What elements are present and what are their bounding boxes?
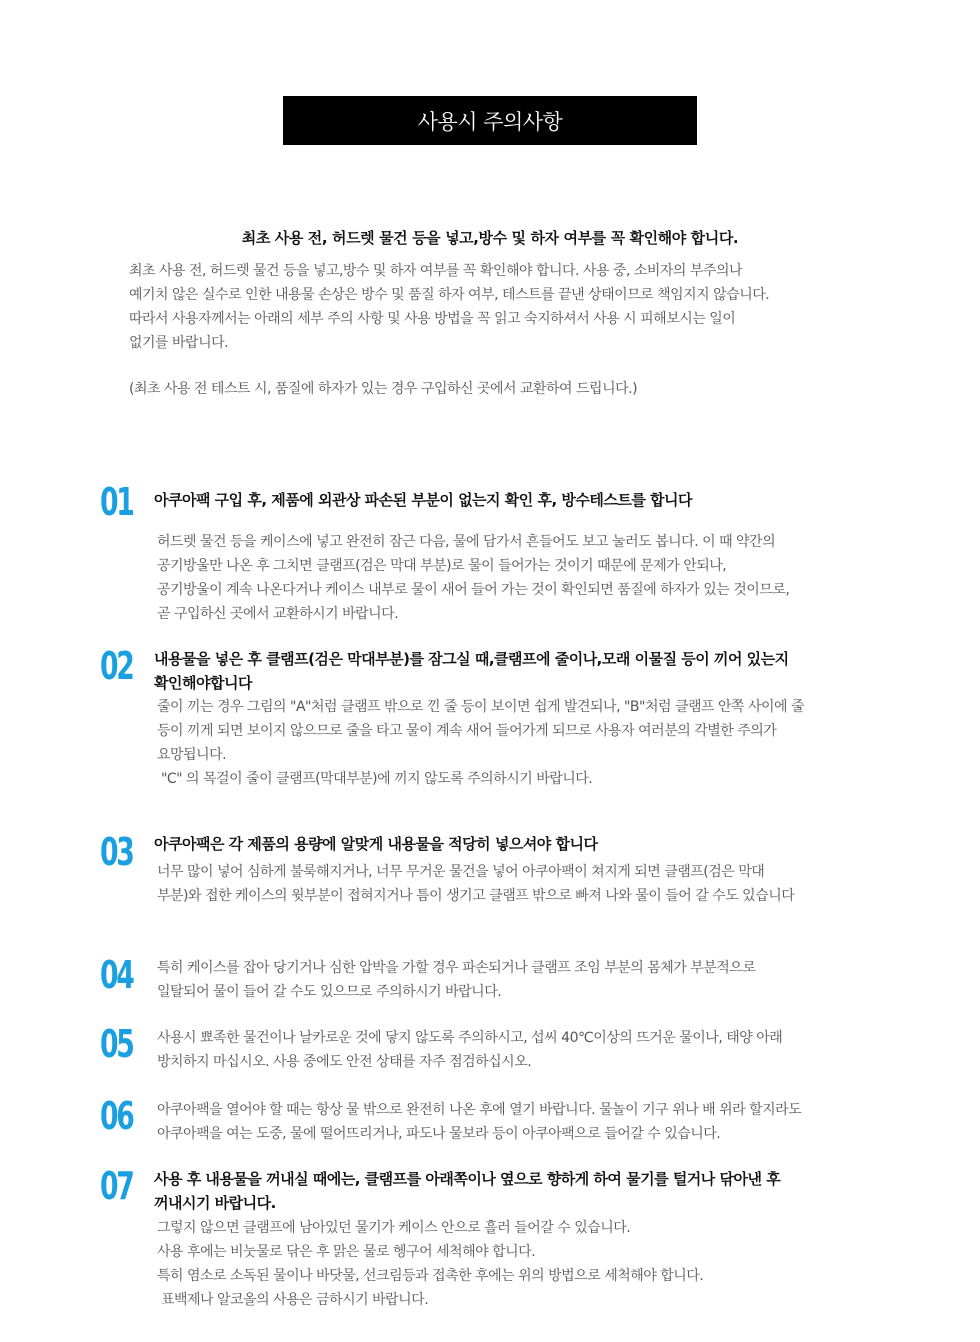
page-title: 사용시 주의사항 [283, 96, 697, 145]
item-line: 곧 구입하신 곳에서 교환하시기 바랍니다. [157, 606, 399, 622]
item-body [157, 1026, 880, 1074]
item-line: 아쿠아팩을 여는 도중, 물에 떨어뜨리거나, 파도나 물보라 등이 아쿠아팩으로 들어갈 수 있습니다. [157, 1126, 721, 1142]
item-line: 방치하지 마십시오. 사용 중에도 안전 상태를 자주 점검하십시오. [157, 1054, 532, 1070]
item-number: 01 [100, 480, 133, 524]
item-line: 공기방울만 나온 후 그치면 클램프(검은 막대 부분)로 물이 들어가는 것이기 때문에 문제가 안되나, [157, 558, 727, 574]
item-title [154, 647, 880, 695]
item-number: 04 [100, 953, 133, 997]
item-line: 너무 많이 넣어 심하게 불룩해지거나, 너무 무거운 물건을 넣어 아쿠아팩이 쳐지게 되면 클램프(검은 막대 [157, 864, 765, 880]
intro-line: 예기치 않은 실수로 인한 내용물 손상은 방수 및 품질 하자 여부, 테스트를 끝낸 상태이므로 책임지지 않습니다. [129, 287, 770, 303]
item-title [154, 1167, 880, 1215]
item-line: 특히 케이스를 잡아 당기거나 심한 압박을 가할 경우 파손되거나 클램프 조임 부분의 몸체가 부분적으로 [157, 960, 756, 976]
item-line: 사용시 뾰족한 물건이나 날카로운 것에 닿지 않도록 주의하시고, 섭씨 40℃이상의 뜨거운 물이나, 태양 아래 [157, 1030, 783, 1046]
item-number: 07 [100, 1164, 133, 1208]
intro-note: (최초 사용 전 테스트 시, 품질에 하자가 있는 경우 구입하신 곳에서 교환하여 드립니다.) [129, 381, 638, 397]
item-title-line: 사용 후 내용물을 꺼내실 때에는, 클램프를 아래쪽이나 옆으로 향하게 하여 물기를 털거나 닦아낸 후 [154, 1170, 781, 1188]
item-body [157, 860, 880, 908]
item-line: 특히 염소로 소독된 물이나 바닷물, 선크림등과 접촉한 후에는 위의 방법으로 세척해야 합니다. [157, 1268, 704, 1284]
item-line: 등이 끼게 되면 보이지 않으므로 줄을 타고 물이 계속 새어 들어가게 되므로 사용자 여러분의 각별한 주의가 [157, 723, 777, 739]
item-title-line: 확인해야합니다 [154, 674, 252, 692]
item-line: 줄이 끼는 경우 그림의 "A"처럼 클램프 밖으로 낀 줄 등이 보이면 쉽게 발견되나, "B"처럼 클램프 안쪽 사이에 줄 [157, 699, 805, 715]
intro-line: 따라서 사용자께서는 아래의 세부 주의 사항 및 사용 방법을 꼭 읽고 숙지하셔서 사용 시 피해보시는 일이 [129, 311, 736, 327]
item-body [157, 695, 880, 791]
item-number: 05 [100, 1022, 133, 1066]
item-line: 아쿠아팩을 열어야 할 때는 항상 물 밖으로 완전히 나온 후에 열기 바랍니다. 물놀이 기구 위나 배 위라 할지라도 [157, 1102, 802, 1118]
item-line: 허드렛 물건 등을 케이스에 넣고 완전히 잠근 다음, 물에 담가서 흔들어도 보고 눌러도 봅니다. 이 때 약간의 [157, 534, 776, 550]
item-line: 사용 후에는 비눗물로 닦은 후 맑은 물로 헹구어 세척해야 합니다. [157, 1244, 536, 1260]
item-line: 일탈되어 물이 들어 갈 수도 있으므로 주의하시기 바랍니다. [157, 984, 502, 1000]
item-title-line: 내용물을 넣은 후 클램프(검은 막대부분)를 잠그실 때,클램프에 줄이나,모래 이물질 등이 끼어 있는지 [154, 650, 789, 668]
intro-line: 없기를 바랍니다. [129, 335, 229, 351]
intro-body [129, 259, 869, 355]
item-line: 표백제나 알코올의 사용은 금하시기 바랍니다. [157, 1292, 429, 1308]
item-title: 아쿠아팩은 각 제품의 용량에 알맞게 내용물을 적당히 넣으셔야 합니다 [154, 835, 598, 853]
item-title-line: 꺼내시기 바랍니다. [154, 1194, 276, 1212]
item-body [157, 956, 880, 1004]
item-title: 아쿠아팩 구입 후, 제품에 외관상 파손된 부분이 없는지 확인 후, 방수테스트를 합니다 [154, 491, 693, 509]
intro-heading: 최초 사용 전, 허드렛 물건 등을 넣고,방수 및 하자 여부를 꼭 확인해야 합니다. [241, 229, 739, 247]
item-number: 06 [100, 1094, 133, 1138]
item-line: 요망됩니다. [157, 747, 227, 763]
item-line: 부분)와 접한 케이스의 윗부분이 접혀지거나 틈이 생기고 클램프 밖으로 빠져 나와 물이 들어 갈 수도 있습니다 [157, 888, 795, 904]
item-body [157, 1098, 880, 1146]
item-body [157, 1216, 880, 1312]
item-line: "C" 의 목걸이 줄이 클램프(막대부분)에 끼지 않도록 주의하시기 바랍니다. [157, 771, 593, 787]
item-line: 그렇지 않으면 클램프에 남아있던 물기가 케이스 안으로 흘러 들어갈 수 있습니다. [157, 1220, 631, 1236]
item-body [157, 530, 880, 626]
item-number: 03 [100, 830, 133, 874]
intro-line: 최초 사용 전, 허드렛 물건 등을 넣고,방수 및 하자 여부를 꼭 확인해야 합니다. 사용 중, 소비자의 부주의나 [129, 263, 742, 279]
item-line: 공기방울이 계속 나온다거나 케이스 내부로 물이 새어 들어 가는 것이 확인되면 품질에 하자가 있는 것이므로, [157, 582, 790, 598]
item-number: 02 [100, 644, 133, 688]
